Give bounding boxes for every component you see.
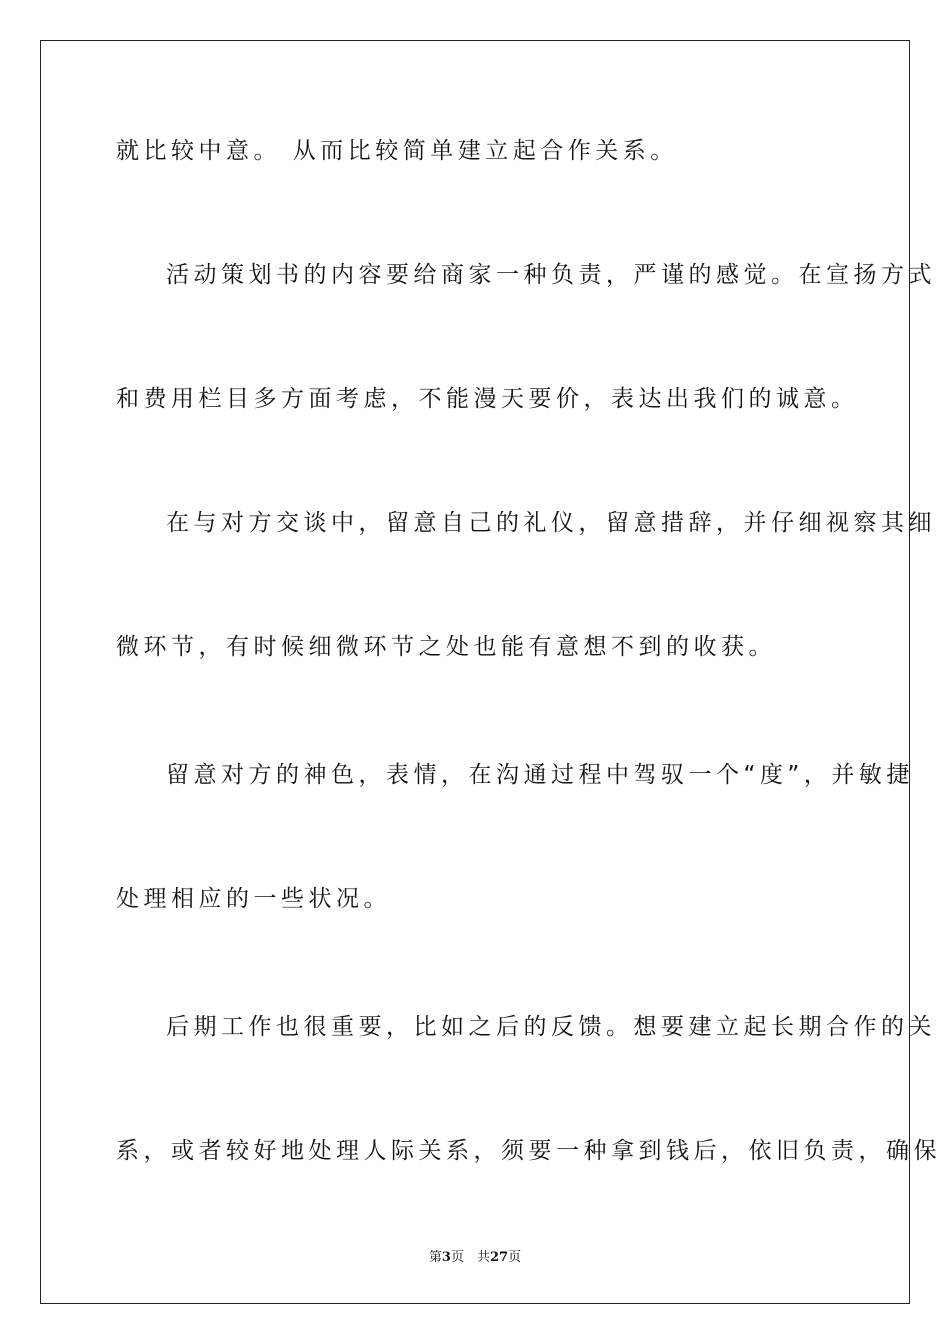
page-border bbox=[40, 40, 941, 1304]
paragraph-start-line: 在与对方交谈中，留意自己的礼仪，留意措辞，并仔细视察其细 bbox=[166, 510, 936, 536]
page-number-footer bbox=[0, 1246, 950, 1265]
total-page-count: 27 bbox=[489, 1250, 509, 1265]
body-text-line: 就比较中意。 从而比较简单建立起合作关系。 bbox=[116, 138, 678, 164]
body-text-line: 系，或者较好地处理人际关系，须要一种拿到钱后，依旧负责，确保 bbox=[116, 1138, 941, 1164]
paragraph-start-line: 留意对方的神色，表情，在沟通过程中驾驭一个“度”，并敏捷 bbox=[166, 762, 914, 788]
paragraph-start-line: 后期工作也很重要，比如之后的反馈。想要建立起长期合作的关 bbox=[166, 1014, 936, 1040]
current-page-number: 3 bbox=[441, 1250, 451, 1265]
footer-suffix: 页 bbox=[508, 1250, 522, 1265]
paragraph-start-line: 活动策划书的内容要给商家一种负责，严谨的感觉。在宣扬方式 bbox=[166, 262, 936, 288]
body-text-line: 微环节，有时候细微环节之处也能有意想不到的收获。 bbox=[116, 634, 776, 660]
body-text-line: 和费用栏目多方面考虑，不能漫天要价，表达出我们的诚意。 bbox=[116, 386, 859, 412]
footer-mid: 页 共 bbox=[450, 1250, 490, 1265]
body-text-line: 处理相应的一些状况。 bbox=[116, 886, 391, 912]
footer-prefix: 第 bbox=[428, 1250, 442, 1265]
